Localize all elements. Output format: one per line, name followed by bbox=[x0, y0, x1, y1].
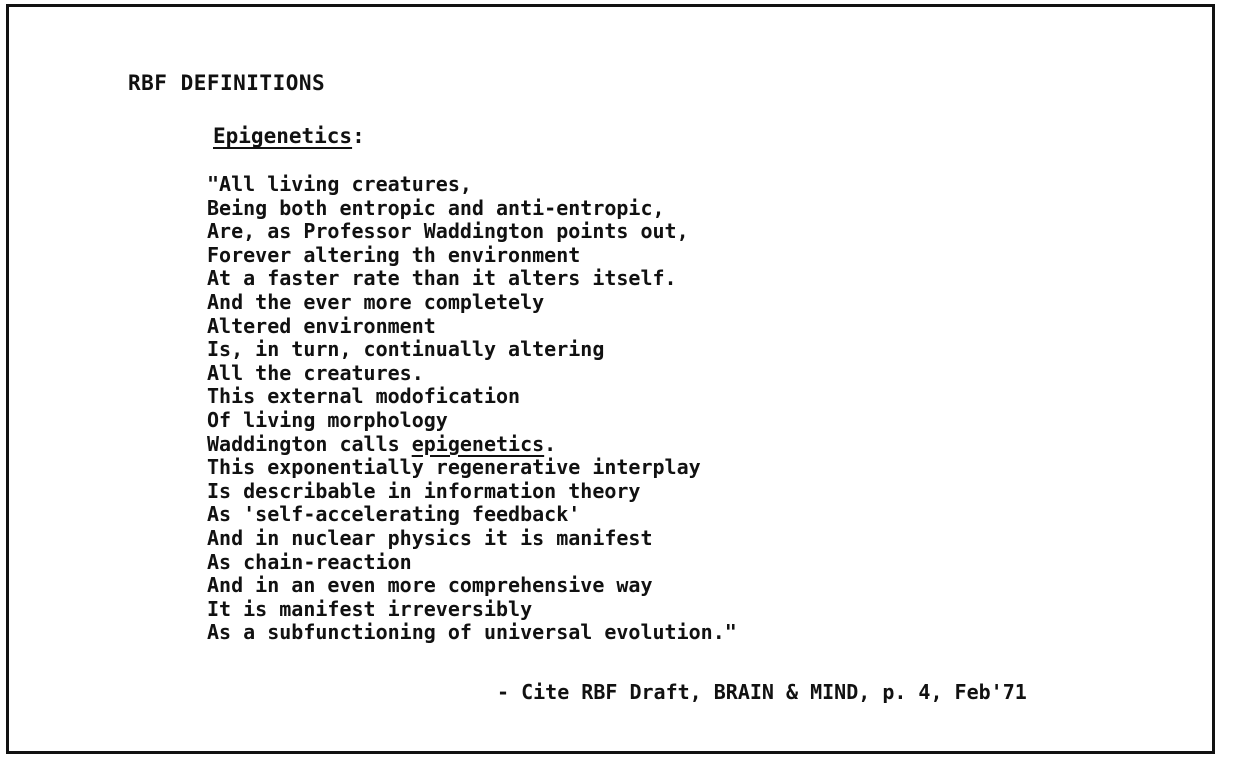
verse-line-12 bbox=[207, 433, 737, 457]
verse-line-3: Are, as Professor Waddington points out, bbox=[207, 219, 689, 244]
quotation-verse bbox=[207, 173, 737, 645]
verse-line-10: This external modofication bbox=[207, 384, 521, 409]
underlined-epigenetics: epigenetics bbox=[411, 431, 545, 456]
verse-line-1: "All living creatures, bbox=[207, 172, 472, 196]
verse-line-17: As chain-reaction bbox=[207, 549, 412, 574]
verse-line-19: It is manifest irreversibly bbox=[207, 596, 533, 621]
verse-line-5: At a faster rate than it alters itself. bbox=[207, 266, 677, 291]
term-label: Epigenetics bbox=[213, 124, 353, 148]
verse-line-2: Being both entropic and anti-entropic, bbox=[207, 195, 665, 220]
page-title: RBF DEFINITIONS bbox=[128, 71, 326, 95]
citation: - Cite RBF Draft, BRAIN & MIND, p. 4, Feb'71 bbox=[497, 680, 1027, 704]
verse-line-6: And the ever more completely bbox=[207, 289, 545, 314]
definition-card bbox=[6, 4, 1215, 754]
verse-line-4: Forever altering th environment bbox=[207, 242, 581, 267]
verse-line-11: Of living morphology bbox=[207, 407, 448, 432]
verse-line-18: And in an even more comprehensive way bbox=[207, 573, 653, 598]
verse-line-12-period: . bbox=[544, 431, 557, 456]
verse-line-20: As a subfunctioning of universal evolution." bbox=[207, 620, 737, 645]
verse-line-7: Altered environment bbox=[207, 313, 436, 338]
verse-line-15: As 'self-accelerating feedback' bbox=[207, 502, 581, 527]
verse-line-14: Is describable in information theory bbox=[207, 478, 641, 503]
verse-line-8: Is, in turn, continually altering bbox=[207, 337, 605, 362]
verse-line-13: This exponentially regenerative interplay bbox=[207, 455, 701, 480]
verse-line-12-text: Waddington calls bbox=[207, 431, 412, 456]
verse-line-16: And in nuclear physics it is manifest bbox=[207, 525, 653, 550]
term-colon: : bbox=[352, 124, 365, 148]
term-heading bbox=[213, 124, 365, 148]
verse-line-9: All the creatures. bbox=[207, 360, 424, 385]
